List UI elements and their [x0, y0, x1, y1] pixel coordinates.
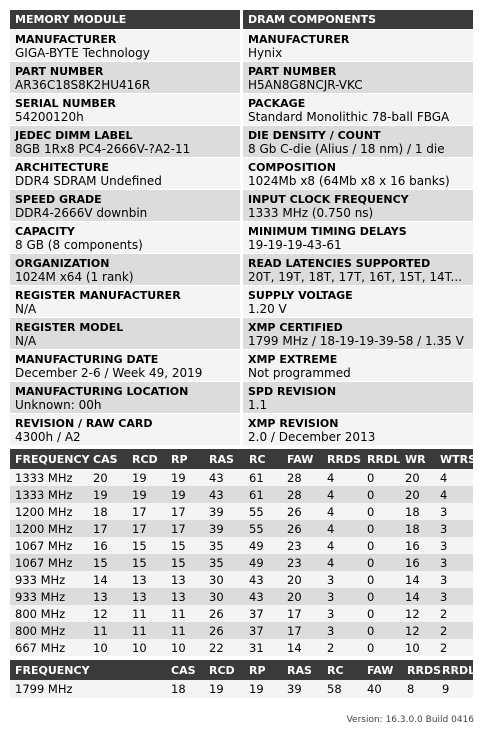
timing-cell: 13 [166, 571, 204, 588]
timing-cell: 4 [322, 486, 362, 503]
xmp-column-header [88, 660, 166, 680]
timing-cell: 17 [88, 520, 127, 537]
dram-field [243, 285, 473, 317]
dram-components-column [243, 10, 473, 445]
module-field-label: SPEED GRADE [15, 193, 102, 206]
timing-row [10, 605, 473, 622]
timing-cell: 800 MHz [10, 622, 88, 639]
timing-column-header: WTRS [435, 449, 473, 469]
timing-cell: 17 [127, 503, 166, 520]
memory-module-column [10, 10, 240, 445]
timing-cell: 17 [282, 605, 322, 622]
xmp-column-header: CAS [166, 660, 204, 680]
timing-cell: 20 [282, 588, 322, 605]
timing-column-header: RP [166, 449, 204, 469]
xmp-cell: 8 [402, 680, 437, 698]
timing-row [10, 639, 473, 656]
timing-cell: 16 [400, 537, 435, 554]
timing-cell: 933 MHz [10, 588, 88, 605]
dram-field [243, 253, 473, 285]
module-field-value: Unknown: 00h [15, 398, 102, 412]
timing-cell: 15 [88, 554, 127, 571]
dram-field-label: SPD REVISION [248, 385, 337, 398]
dram-field-value: 8 Gb C-die (Alius / 18 nm) / 1 die [248, 142, 445, 156]
timing-column-header: WR [400, 449, 435, 469]
timing-cell: 39 [204, 520, 244, 537]
timing-cell: 43 [204, 486, 244, 503]
timing-cell: 20 [400, 486, 435, 503]
xmp-column-header: RAS [282, 660, 322, 680]
timing-cell: 0 [362, 554, 400, 571]
timing-column-header: RRDL [362, 449, 400, 469]
module-field [10, 221, 240, 253]
timing-cell: 11 [166, 605, 204, 622]
module-field-value: 54200120h [15, 110, 84, 124]
xmp-cell: 1799 MHz [10, 680, 88, 698]
module-field [10, 285, 240, 317]
timing-cell: 19 [166, 469, 204, 486]
timing-row [10, 537, 473, 554]
module-field-label: SERIAL NUMBER [15, 97, 116, 110]
timing-cell: 55 [244, 503, 282, 520]
timing-cell: 19 [88, 486, 127, 503]
module-field-value: 4300h / A2 [15, 430, 81, 444]
timing-cell: 0 [362, 486, 400, 503]
xmp-header-row [10, 660, 473, 680]
timing-cell: 16 [400, 554, 435, 571]
timing-cell: 4 [322, 503, 362, 520]
timing-row [10, 503, 473, 520]
info-columns [10, 10, 473, 445]
timing-cell: 18 [88, 503, 127, 520]
timing-row [10, 486, 473, 503]
dram-field-label: XMP REVISION [248, 417, 339, 430]
module-field-value: 8GB 1Rx8 PC4-2666V-?A2-11 [15, 142, 191, 156]
xmp-cell: 18 [166, 680, 204, 698]
module-field [10, 317, 240, 349]
timing-cell: 3 [435, 503, 473, 520]
dram-field-value: 19-19-19-43-61 [248, 238, 342, 252]
timing-cell: 0 [362, 503, 400, 520]
timing-cell: 12 [88, 605, 127, 622]
xmp-cell: 19 [204, 680, 244, 698]
timing-cell: 31 [244, 639, 282, 656]
timing-cell: 18 [400, 503, 435, 520]
dram-field-value: 1.1 [248, 398, 268, 412]
timing-cell: 20 [88, 469, 127, 486]
timing-cell: 26 [204, 622, 244, 639]
module-field-label: MANUFACTURING LOCATION [15, 385, 189, 398]
timings-header-row [10, 449, 473, 469]
xmp-column-header: RRDS [402, 660, 437, 680]
timing-cell: 22 [204, 639, 244, 656]
timing-cell: 1333 MHz [10, 486, 88, 503]
timing-cell: 43 [244, 588, 282, 605]
dram-field-value: 1799 MHz / 18-19-19-39-58 / 1.35 V [248, 334, 464, 348]
timing-cell: 49 [244, 537, 282, 554]
timing-cell: 0 [362, 469, 400, 486]
xmp-cell: 19 [244, 680, 282, 698]
timing-cell: 3 [322, 571, 362, 588]
timing-cell: 0 [362, 571, 400, 588]
module-field-label: REGISTER MANUFACTURER [15, 289, 181, 302]
xmp-column-header: FAW [362, 660, 402, 680]
timing-row [10, 622, 473, 639]
module-field-label: REVISION / RAW CARD [15, 417, 153, 430]
timing-cell: 16 [88, 537, 127, 554]
timing-cell: 17 [282, 622, 322, 639]
timing-cell: 4 [322, 554, 362, 571]
timing-cell: 3 [435, 588, 473, 605]
timing-cell: 28 [282, 486, 322, 503]
timing-cell: 30 [204, 588, 244, 605]
timing-cell: 35 [204, 554, 244, 571]
module-field-label: PART NUMBER [15, 65, 104, 78]
dram-field-value: 20T, 19T, 18T, 17T, 16T, 15T, 14T... [248, 270, 462, 284]
timing-cell: 17 [127, 520, 166, 537]
timing-cell: 35 [204, 537, 244, 554]
module-field [10, 349, 240, 381]
xmp-cell: 9 [437, 680, 473, 698]
timing-cell: 11 [127, 605, 166, 622]
dram-field-label: COMPOSITION [248, 161, 336, 174]
xmp-body [10, 680, 473, 698]
timing-cell: 4 [322, 520, 362, 537]
memory-module-list [10, 29, 240, 445]
dram-field-label: PART NUMBER [248, 65, 337, 78]
timing-cell: 2 [435, 622, 473, 639]
xmp-column-header: RRDL [437, 660, 473, 680]
timing-cell: 15 [127, 554, 166, 571]
timing-column-header: RRDS [322, 449, 362, 469]
memory-module-header: MEMORY MODULE [10, 10, 240, 29]
dram-field-label: MINIMUM TIMING DELAYS [248, 225, 407, 238]
module-field-label: ORGANIZATION [15, 257, 110, 270]
timing-column-header: CAS [88, 449, 127, 469]
timing-cell: 2 [322, 639, 362, 656]
dram-field-value: Hynix [248, 46, 283, 60]
timings-body [10, 469, 473, 656]
timing-cell: 13 [127, 571, 166, 588]
xmp-cell: 58 [322, 680, 362, 698]
timing-column-header: RC [244, 449, 282, 469]
timing-cell: 4 [435, 486, 473, 503]
dram-field-value: 2.0 / December 2013 [248, 430, 376, 444]
timing-cell: 30 [204, 571, 244, 588]
timing-cell: 0 [362, 520, 400, 537]
timing-cell: 13 [88, 588, 127, 605]
module-field [10, 93, 240, 125]
dram-field-value: Not programmed [248, 366, 351, 380]
dram-field-value: 1333 MHz (0.750 ns) [248, 206, 374, 220]
timing-cell: 0 [362, 639, 400, 656]
dram-field-value: H5AN8G8NCJR-VKC [248, 78, 363, 92]
dram-field-label: PACKAGE [248, 97, 306, 110]
timing-cell: 1067 MHz [10, 554, 88, 571]
timing-cell: 26 [282, 520, 322, 537]
dram-field [243, 221, 473, 253]
timing-cell: 4 [435, 469, 473, 486]
timing-cell: 39 [204, 503, 244, 520]
timing-cell: 12 [400, 605, 435, 622]
dram-field-label: READ LATENCIES SUPPORTED [248, 257, 431, 270]
module-field-value: 1024M x64 (1 rank) [15, 270, 134, 284]
timing-row [10, 520, 473, 537]
xmp-cell [88, 680, 166, 698]
timings-table [10, 449, 477, 656]
module-field-value: GIGA-BYTE Technology [15, 46, 150, 60]
timing-cell: 1333 MHz [10, 469, 88, 486]
module-field [10, 189, 240, 221]
module-field-label: REGISTER MODEL [15, 321, 124, 334]
module-field-label: JEDEC DIMM LABEL [15, 129, 133, 142]
module-field-value: 8 GB (8 components) [15, 238, 143, 252]
xmp-column-header: FREQUENCY [10, 660, 88, 680]
timing-cell: 49 [244, 554, 282, 571]
dram-field [243, 157, 473, 189]
timing-cell: 17 [166, 520, 204, 537]
version-label: Version: 16.3.0.0 Build 0416 [346, 715, 474, 725]
timing-cell: 800 MHz [10, 605, 88, 622]
timing-cell: 43 [244, 571, 282, 588]
module-field [10, 61, 240, 93]
dram-field-label: XMP CERTIFIED [248, 321, 343, 334]
timing-cell: 10 [166, 639, 204, 656]
module-field-label: CAPACITY [15, 225, 75, 238]
module-field [10, 253, 240, 285]
dram-field-value: 1024Mb x8 (64Mb x8 x 16 banks) [248, 174, 450, 188]
dram-field-value: Standard Monolithic 78-ball FBGA [248, 110, 450, 124]
timing-cell: 4 [322, 469, 362, 486]
timing-column-header: RAS [204, 449, 244, 469]
module-field-value: December 2-6 / Week 49, 2019 [15, 366, 203, 380]
timing-cell: 3 [322, 622, 362, 639]
timing-cell: 14 [282, 639, 322, 656]
timing-cell: 19 [166, 486, 204, 503]
dram-field [243, 61, 473, 93]
timing-cell: 26 [204, 605, 244, 622]
timing-cell: 2 [435, 605, 473, 622]
timing-cell: 14 [400, 571, 435, 588]
timing-cell: 1200 MHz [10, 503, 88, 520]
timing-cell: 0 [362, 588, 400, 605]
timing-cell: 15 [166, 537, 204, 554]
dram-components-list [243, 29, 473, 445]
dram-field [243, 317, 473, 349]
timing-cell: 933 MHz [10, 571, 88, 588]
dram-field-label: MANUFACTURER [248, 33, 350, 46]
dram-field-value: 1.20 V [248, 302, 287, 316]
dram-field [243, 125, 473, 157]
module-field-label: MANUFACTURING DATE [15, 353, 159, 366]
timing-cell: 3 [435, 537, 473, 554]
timing-cell: 23 [282, 537, 322, 554]
timing-column-header: FAW [282, 449, 322, 469]
xmp-cell: 40 [362, 680, 402, 698]
module-field-value: AR36C18S8K2HU416R [15, 78, 151, 92]
timing-cell: 13 [166, 588, 204, 605]
timing-cell: 61 [244, 486, 282, 503]
timing-cell: 0 [362, 605, 400, 622]
module-field-value: DDR4-2666V downbin [15, 206, 148, 220]
dram-field [243, 29, 473, 61]
module-field [10, 29, 240, 61]
timing-cell: 26 [282, 503, 322, 520]
timing-cell: 10 [88, 639, 127, 656]
timing-cell: 1067 MHz [10, 537, 88, 554]
timing-cell: 43 [204, 469, 244, 486]
timing-cell: 37 [244, 622, 282, 639]
dram-field-label: DIE DENSITY / COUNT [248, 129, 381, 142]
timing-cell: 19 [127, 486, 166, 503]
timing-cell: 11 [166, 622, 204, 639]
timing-cell: 10 [400, 639, 435, 656]
timing-cell: 3 [322, 605, 362, 622]
timing-cell: 20 [282, 571, 322, 588]
timing-cell: 14 [400, 588, 435, 605]
timing-row [10, 588, 473, 605]
module-field-value: DDR4 SDRAM Undefined [15, 174, 162, 188]
dram-components-header: DRAM COMPONENTS [243, 10, 473, 29]
timing-cell: 1200 MHz [10, 520, 88, 537]
timing-cell: 11 [88, 622, 127, 639]
timing-column-header: FREQUENCY [10, 449, 88, 469]
timing-row [10, 469, 473, 486]
timing-row [10, 554, 473, 571]
timing-cell: 61 [244, 469, 282, 486]
xmp-table [10, 660, 476, 698]
timing-cell: 4 [322, 537, 362, 554]
dram-field-label: XMP EXTREME [248, 353, 338, 366]
dram-field [243, 349, 473, 381]
timing-cell: 20 [400, 469, 435, 486]
xmp-cell: 39 [282, 680, 322, 698]
timing-cell: 12 [400, 622, 435, 639]
timing-row [10, 571, 473, 588]
dram-field-label: SUPPLY VOLTAGE [248, 289, 353, 302]
timing-cell: 15 [127, 537, 166, 554]
xmp-column-header: RC [322, 660, 362, 680]
xmp-row [10, 680, 473, 698]
dram-field [243, 93, 473, 125]
timing-cell: 3 [322, 588, 362, 605]
timing-cell: 3 [435, 520, 473, 537]
timing-cell: 667 MHz [10, 639, 88, 656]
timing-cell: 3 [435, 554, 473, 571]
dram-field [243, 413, 473, 445]
spd-report [10, 10, 477, 698]
timing-column-header: RCD [127, 449, 166, 469]
timing-cell: 3 [435, 571, 473, 588]
timing-cell: 15 [166, 554, 204, 571]
module-field [10, 413, 240, 445]
timing-cell: 23 [282, 554, 322, 571]
timing-cell: 28 [282, 469, 322, 486]
timing-cell: 14 [88, 571, 127, 588]
timing-cell: 10 [127, 639, 166, 656]
module-field-label: MANUFACTURER [15, 33, 117, 46]
timing-cell: 18 [400, 520, 435, 537]
timing-cell: 2 [435, 639, 473, 656]
timing-cell: 55 [244, 520, 282, 537]
xmp-column-header: RP [244, 660, 282, 680]
xmp-column-header: RCD [204, 660, 244, 680]
dram-field [243, 189, 473, 221]
module-field [10, 125, 240, 157]
dram-field-label: INPUT CLOCK FREQUENCY [248, 193, 409, 206]
timing-cell: 0 [362, 622, 400, 639]
timing-cell: 37 [244, 605, 282, 622]
module-field-value: N/A [15, 334, 37, 348]
dram-field [243, 381, 473, 413]
module-field-label: ARCHITECTURE [15, 161, 109, 174]
module-field-value: N/A [15, 302, 37, 316]
timing-cell: 11 [127, 622, 166, 639]
module-field [10, 381, 240, 413]
timing-cell: 17 [166, 503, 204, 520]
timing-cell: 13 [127, 588, 166, 605]
module-field [10, 157, 240, 189]
timing-cell: 19 [127, 469, 166, 486]
timing-cell: 0 [362, 537, 400, 554]
